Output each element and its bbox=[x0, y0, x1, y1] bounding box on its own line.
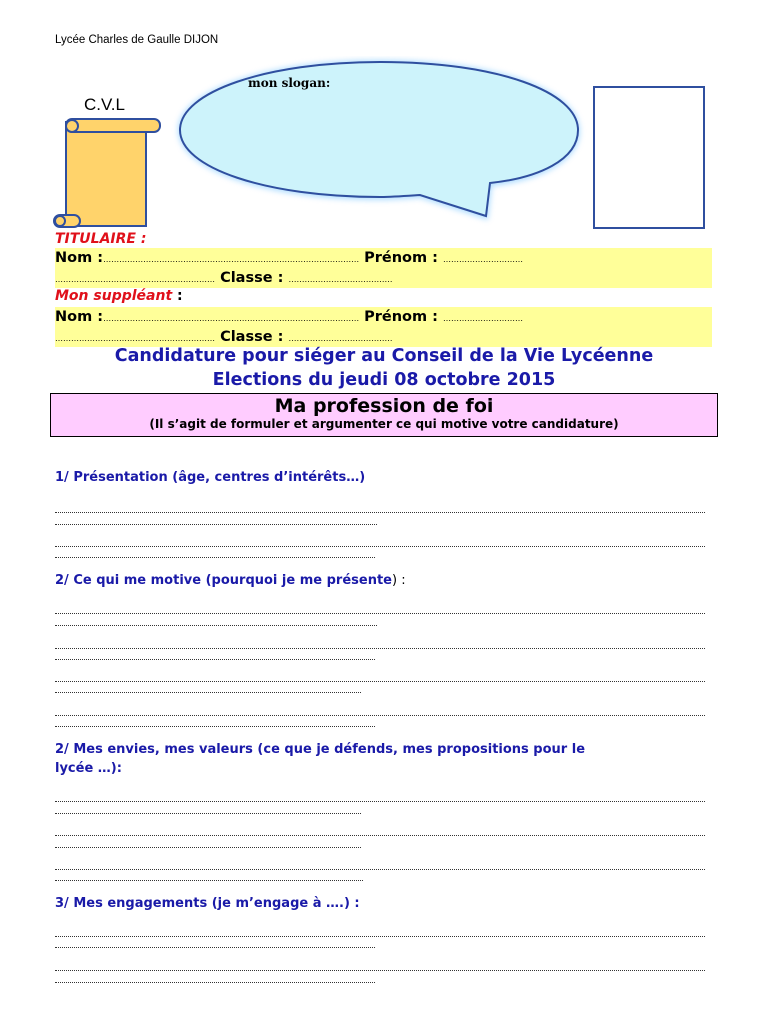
answer-line[interactable] bbox=[55, 613, 705, 615]
answer-line[interactable] bbox=[55, 869, 705, 871]
titulaire-class-row[interactable] bbox=[55, 268, 712, 288]
suppleant-name-row[interactable] bbox=[55, 307, 712, 327]
question-motivation-end: ) : bbox=[391, 573, 406, 588]
answer-line[interactable] bbox=[55, 659, 375, 661]
answer-line[interactable] bbox=[55, 681, 705, 683]
answer-line[interactable] bbox=[55, 847, 361, 849]
slogan-bubble bbox=[170, 56, 590, 226]
prenom-dotted-line[interactable]: ………………………… bbox=[443, 255, 524, 264]
school-name: Lycée Charles de Gaulle DIJON bbox=[55, 34, 219, 46]
election-date-title: Elections du jeudi 08 octobre 2015 bbox=[212, 370, 556, 390]
answer-line[interactable] bbox=[55, 880, 363, 882]
question-presentation: 1/ Présentation (âge, centres d’intérêts…) bbox=[55, 470, 366, 485]
suppleant-label-text: Mon suppléant bbox=[55, 288, 173, 304]
answer-line[interactable] bbox=[55, 970, 705, 972]
nom-dotted-line[interactable]: …………………………………………………………………………………… bbox=[103, 314, 360, 323]
profession-subheading: (Il s’agit de formuler et argumenter ce qui motive votre candidature) bbox=[149, 417, 619, 431]
profession-box bbox=[50, 393, 718, 437]
nom-dotted-line[interactable]: …………………………………………………………………………………… bbox=[103, 255, 360, 264]
question-values: 2/ Mes envies, mes valeurs (ce que je défends, mes propositions pour le bbox=[55, 742, 586, 757]
class-dotted-line-left[interactable]: …………………………………………………… bbox=[55, 334, 215, 343]
question-values-line2: lycée …): bbox=[55, 761, 122, 776]
answer-line[interactable] bbox=[55, 813, 361, 815]
question-motivation-text: 2/ Ce qui me motive (pourquoi je me présente bbox=[55, 573, 392, 588]
classe-label: Classe : bbox=[220, 270, 284, 286]
prenom-dotted-line[interactable]: ………………………… bbox=[443, 314, 524, 323]
nom-label: Nom : bbox=[55, 309, 104, 325]
class-dotted-line-left[interactable]: …………………………………………………… bbox=[55, 275, 215, 284]
suppleant-label bbox=[55, 288, 183, 304]
answer-line[interactable] bbox=[55, 546, 705, 548]
classe-dotted-line[interactable]: ………………………………… bbox=[288, 334, 393, 343]
candidature-title: Candidature pour siéger au Conseil de la Vie Lycéenne bbox=[114, 346, 654, 366]
titulaire-label: TITULAIRE : bbox=[55, 231, 147, 247]
answer-line[interactable] bbox=[55, 982, 375, 984]
classe-dotted-line[interactable]: ………………………………… bbox=[288, 275, 393, 284]
answer-line[interactable] bbox=[55, 947, 375, 949]
scroll-logo bbox=[52, 116, 164, 232]
answer-line[interactable] bbox=[55, 625, 377, 627]
classe-label: Classe : bbox=[220, 329, 284, 345]
answer-line[interactable] bbox=[55, 726, 375, 728]
answer-line[interactable] bbox=[55, 936, 705, 938]
prenom-label: Prénom : bbox=[364, 250, 438, 266]
answer-line[interactable] bbox=[55, 512, 705, 514]
suppleant-class-row[interactable] bbox=[55, 327, 712, 347]
answer-line[interactable] bbox=[55, 715, 705, 717]
profession-heading: Ma profession de foi bbox=[274, 395, 494, 417]
cvl-logo-text: C.V.L bbox=[84, 95, 125, 114]
photo-frame[interactable] bbox=[593, 86, 705, 229]
answer-line[interactable] bbox=[55, 524, 377, 526]
answer-line[interactable] bbox=[55, 692, 361, 694]
prenom-label: Prénom : bbox=[364, 309, 438, 325]
question-motivation bbox=[55, 573, 406, 588]
answer-line[interactable] bbox=[55, 801, 705, 803]
slogan-label: mon slogan: bbox=[248, 76, 331, 90]
answer-line[interactable] bbox=[55, 648, 705, 650]
titulaire-name-row[interactable] bbox=[55, 248, 712, 268]
answer-line[interactable] bbox=[55, 835, 705, 837]
suppleant-colon: : bbox=[172, 288, 183, 304]
answer-line[interactable] bbox=[55, 557, 375, 559]
nom-label: Nom : bbox=[55, 250, 104, 266]
question-commitments: 3/ Mes engagements (je m’engage à ….) : bbox=[55, 896, 360, 911]
